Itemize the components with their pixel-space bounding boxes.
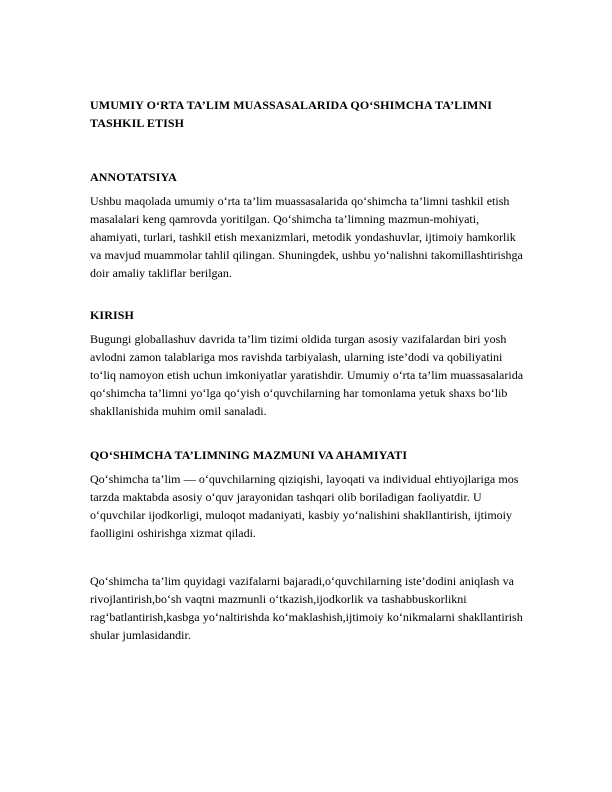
paragraph-line: Bugungi globallashuv davrida ta’lim tizimi oldida turgan asosiy vazifalardan biri yosh — [90, 332, 507, 346]
paragraph-line: Qo‘shimcha ta’lim — o‘quvchilarning qiziqishi, layoqati va individual ehtiyojlariga mos — [90, 472, 519, 486]
document-title — [90, 96, 530, 132]
paragraph-line: avlodni zamon talablariga mos ravishda tarbiyalash, ularning iste’dodi va qobiliyatini — [90, 350, 503, 364]
content-paragraph — [90, 470, 530, 542]
paragraph-line: doir amaliy takliflar berilgan. — [90, 266, 232, 280]
paragraph-line: ahamiyati, turlari, tashkil etish mexanizmlari, metodik yondashuvlar, ijtimoiy hamkorlik — [90, 230, 516, 244]
functions-paragraph — [90, 572, 530, 644]
section-heading-mazmuni: QO‘SHIMCHA TA’LIMNING MAZMUNI VA AHAMIYATI — [90, 448, 408, 462]
paragraph-line: rivojlantirish,bo‘sh vaqtni mazmunli o‘tkazish,ijodkorlik va tashabbuskorlikni — [90, 592, 467, 606]
section-heading-annotatsiya: ANNOTATSIYA — [90, 170, 177, 184]
section-heading-kirish: KIRISH — [90, 308, 134, 322]
paragraph-line: Ushbu maqolada umumiy o‘rta ta’lim muassasalarida qo‘shimcha ta’limni tashkil etish — [90, 194, 510, 208]
paragraph-line: o‘quvchilar ijodkorligi, muloqot madaniyati, kasbiy yo‘nalishini shakllantirish, ijtimoiy — [90, 508, 513, 522]
paragraph-line: va mavjud muammolar tahlil qilingan. Shuningdek, ushbu yo‘nalishni takomillashtirishga — [90, 248, 523, 262]
title-line: UMUMIY O‘RTA TA’LIM MUASSASALARIDA QO‘SHIMCHA TA’LIMNI — [90, 98, 492, 112]
paragraph-line: to‘liq namoyon etish uchun imkoniyatlar yaratishdir. Umumiy o‘rta ta’lim muassasalarida — [90, 368, 524, 382]
paragraph-line: qo‘shimcha ta’limni yo‘lga qo‘yish o‘quvchilarning har tomonlama yetuk shaxs bo‘lib — [90, 386, 508, 400]
paragraph-line: masalalari keng qamrovda yoritilgan. Qo‘shimcha ta’limning mazmun-mohiyati, — [90, 212, 480, 226]
paragraph-line: tarzda maktabda asosiy o‘quv jarayonidan tashqari olib boriladigan faoliyatdir. U — [90, 490, 482, 504]
title-line: TASHKIL ETISH — [90, 116, 185, 130]
paragraph-line: shakllanishida muhim omil sanaladi. — [90, 404, 267, 418]
paragraph-line: rag‘batlantirish,kasbga yo‘naltirishda ko‘maklashish,ijtimoiy ko‘nikmalarni shakllantirish — [90, 610, 523, 624]
annotation-paragraph — [90, 192, 530, 282]
paragraph-line: shular jumlasidandir. — [90, 628, 191, 642]
paragraph-line: Qo‘shimcha ta’lim quyidagi vazifalarni bajaradi,o‘quvchilarning iste’dodini aniqlash va — [90, 574, 514, 588]
introduction-paragraph — [90, 330, 530, 420]
paragraph-line: faolligini oshirishga xizmat qiladi. — [90, 526, 256, 540]
